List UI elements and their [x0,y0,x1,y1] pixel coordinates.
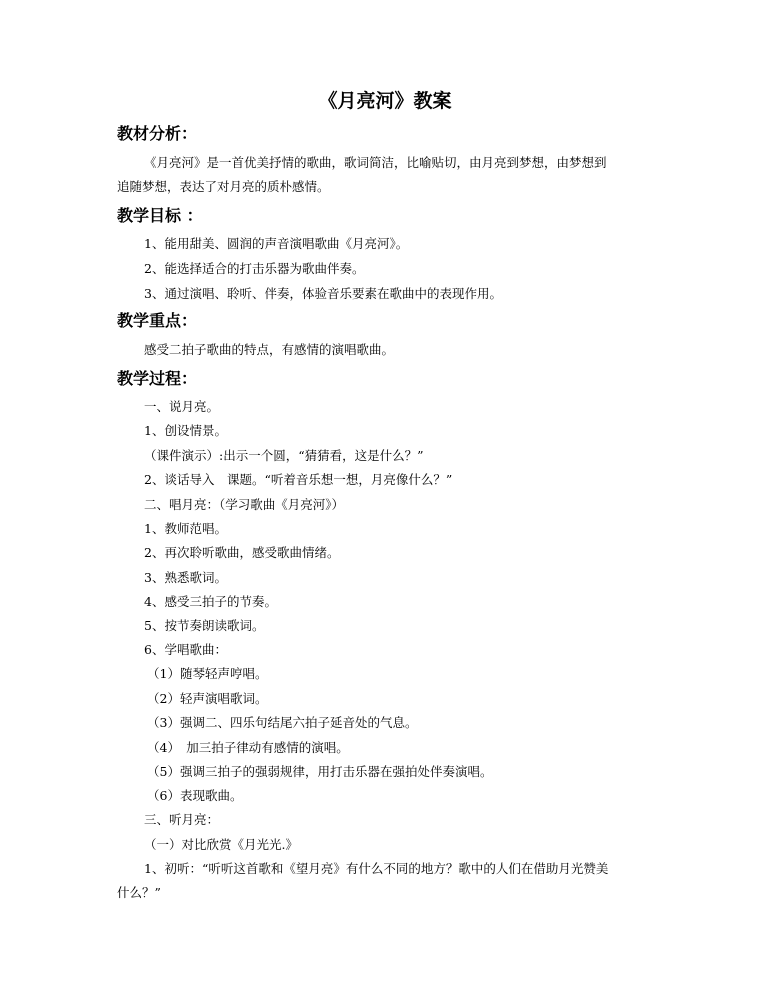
section-heading-process: 教学过程： [117,369,198,388]
list-item: 1、创设情景。 [144,423,227,438]
list-item: （一）对比欣赏《月光光.》 [144,837,298,852]
list-item: （5）强调三拍子的强弱规律，用打击乐器在强拍处伴奏演唱。 [147,764,493,779]
list-item: 1、教师范唱。 [144,521,227,536]
list-item: （3）强调二、四乐句结尾六拍子延音处的气息。 [147,715,418,730]
paragraph-line: 《月亮河》是一首优美抒情的歌曲，歌词简洁，比喻贴切，由月亮到梦想，由梦想到 [144,155,607,170]
list-item: 2、再次聆听歌曲，感受歌曲情绪。 [144,545,340,560]
list-item: 5、按节奏朗读歌词。 [144,618,265,633]
list-item: 二、唱月亮：（学习歌曲《月亮河》） [144,497,345,512]
list-item: 4、感受三拍子的节奏。 [144,594,277,609]
list-item: 2、谈话导入 课题。“听着音乐想一想，月亮像什么？” [144,472,453,487]
list-item: （6）表现歌曲。 [147,788,243,803]
section-heading-focus: 教学重点： [117,311,198,330]
list-item: （课件演示）:出示一个圆，“猜猜看，这是什么？” [144,448,424,463]
list-item: （4） 加三拍子律动有感情的演唱。 [147,740,349,755]
list-item: 三、听月亮： [144,812,220,827]
list-item: 一、说月亮。 [144,399,220,414]
list-item: 3、熟悉歌词。 [144,570,227,585]
list-item: （1）随琴轻声哼唱。 [147,666,268,681]
section-heading-analysis: 教材分析： [117,124,198,143]
list-item: 1、初听：“听听这首歌和《望月亮》有什么不同的地方？歌中的人们在借助月光赞美 [144,861,609,876]
list-item: 2、能选择适合的打击乐器为歌曲伴奏。 [144,261,365,276]
list-item: （2）轻声演唱歌词。 [147,691,268,706]
list-item: 1、能用甜美、圆润的声音演唱歌曲《月亮河》。 [144,236,409,251]
document-title: 《月亮河》教案 [318,90,452,112]
section-heading-goals: 教学目标 ： [117,206,203,225]
list-item: 6、学唱歌曲： [144,642,227,657]
paragraph-line: 追随梦想，表达了对月亮的质朴感情。 [117,179,330,194]
list-item: 什么？” [117,885,161,900]
paragraph-line: 感受二拍子歌曲的特点，有感情的演唱歌曲。 [144,342,395,357]
list-item: 3、通过演唱、聆听、伴奏，体验音乐要素在歌曲中的表现作用。 [144,286,502,301]
